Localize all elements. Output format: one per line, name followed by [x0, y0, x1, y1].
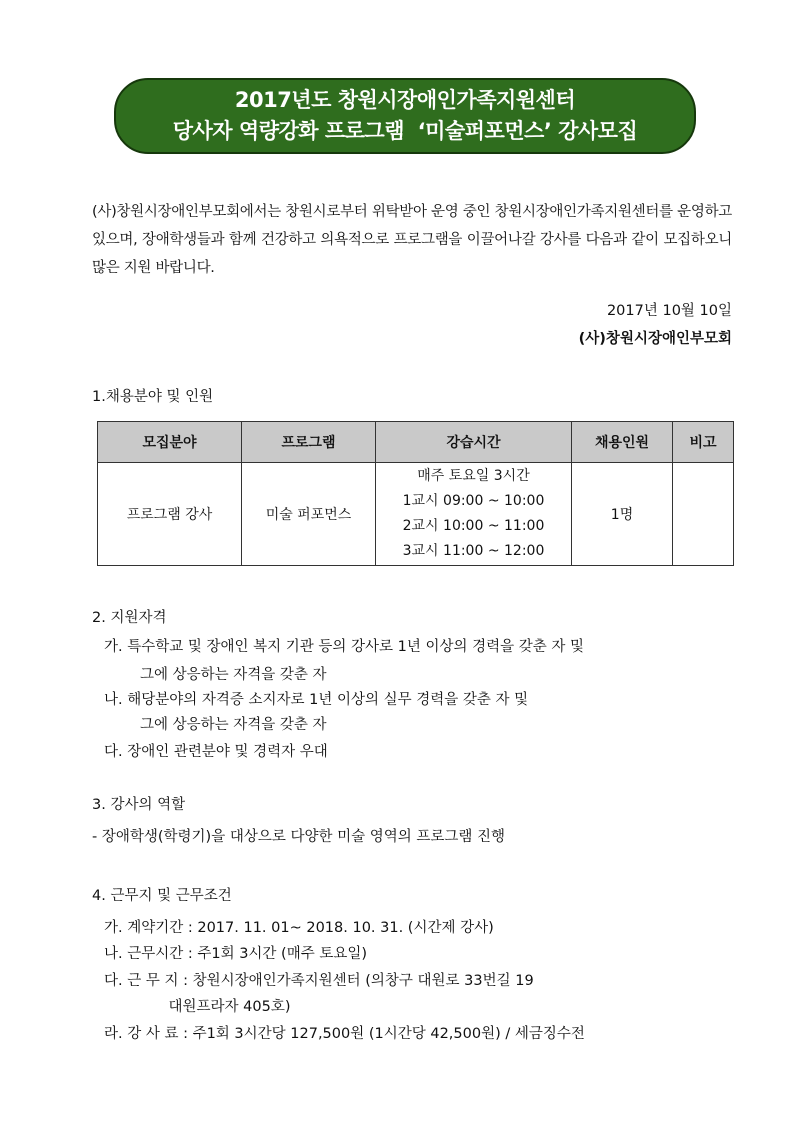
section-2-heading: 2. 지원자격 — [92, 610, 167, 626]
header-program: 프로그램 — [242, 422, 376, 463]
intro-paragraph: (사)창원시장애인부모회에서는 창원시로부터 위탁받아 운영 중인 창원시장애인가족지원센터를 운영하고 있으며, 장애학생들과 함께 건강하고 의욕적으로 프로그램을 이끌어나갈 강사를 다음과 같이 모집하오니 많은 지원 바랍니다. — [92, 204, 732, 276]
role-item: - 장애학생(학령기)을 대상으로 다양한 미술 영역의 프로그램 진행 — [92, 829, 505, 845]
qualification-item: 나. 해당분야의 자격증 소지자로 1년 이상의 실무 경력을 갖춘 자 및 — [104, 692, 529, 708]
section-1-heading: 1.채용분야 및 인원 — [92, 389, 214, 405]
header-headcount: 채용인원 — [572, 422, 673, 463]
title-line-2: 당사자 역량강화 프로그램 ‘미술퍼포먼스’ 강사모집 — [172, 119, 638, 143]
cell-headcount: 1명 — [572, 463, 673, 566]
header-field: 모집분야 — [98, 422, 242, 463]
notice-date: 2017년 10월 10일 — [606, 303, 732, 319]
cell-program: 미술 퍼포먼스 — [242, 463, 376, 566]
title-line-1: 2017년도 창원시장애인가족지원센터 — [234, 88, 576, 112]
table-row — [98, 463, 734, 566]
title-banner — [114, 78, 696, 154]
header-note: 비고 — [673, 422, 734, 463]
cell-note — [673, 463, 734, 566]
time-line: 1교시 09:00 ~ 10:00 — [402, 493, 545, 509]
condition-item: 대원프라자 405호) — [104, 999, 291, 1015]
qualification-item: 다. 장애인 관련분야 및 경력자 우대 — [104, 744, 328, 760]
qualification-item: 그에 상응하는 자격을 갖춘 자 — [140, 717, 327, 733]
time-line: 3교시 11:00 ~ 12:00 — [402, 543, 545, 559]
recruitment-table — [97, 421, 734, 566]
condition-item: 가. 계약기간 : 2017. 11. 01~ 2018. 10. 31. (시간제 강사) — [104, 920, 494, 936]
condition-item: 라. 강 사 료 : 주1회 3시간당 127,500원 (1시간당 42,500원) / 세금징수전 — [104, 1026, 585, 1042]
qualification-item: 그에 상응하는 자격을 갖춘 자 — [140, 667, 327, 683]
organization-name: (사)창원시장애인부모회 — [578, 331, 732, 347]
qualification-item: 가. 특수학교 및 장애인 복지 기관 등의 강사로 1년 이상의 경력을 갖춘 자 및 — [104, 639, 584, 655]
condition-item: 나. 근무시간 : 주1회 3시간 (매주 토요일) — [104, 946, 368, 962]
table-header-row — [98, 422, 734, 463]
section-4-heading: 4. 근무지 및 근무조건 — [92, 888, 232, 904]
cell-field: 프로그램 강사 — [98, 463, 242, 566]
section-3-heading: 3. 강사의 역할 — [92, 797, 186, 813]
time-line: 매주 토요일 3시간 — [417, 468, 530, 484]
cell-class-time — [376, 463, 572, 566]
header-class-time: 강습시간 — [376, 422, 572, 463]
time-line: 2교시 10:00 ~ 11:00 — [402, 518, 545, 534]
condition-item: 다. 근 무 지 : 창원시장애인가족지원센터 (의창구 대원로 33번길 19 — [104, 973, 534, 989]
